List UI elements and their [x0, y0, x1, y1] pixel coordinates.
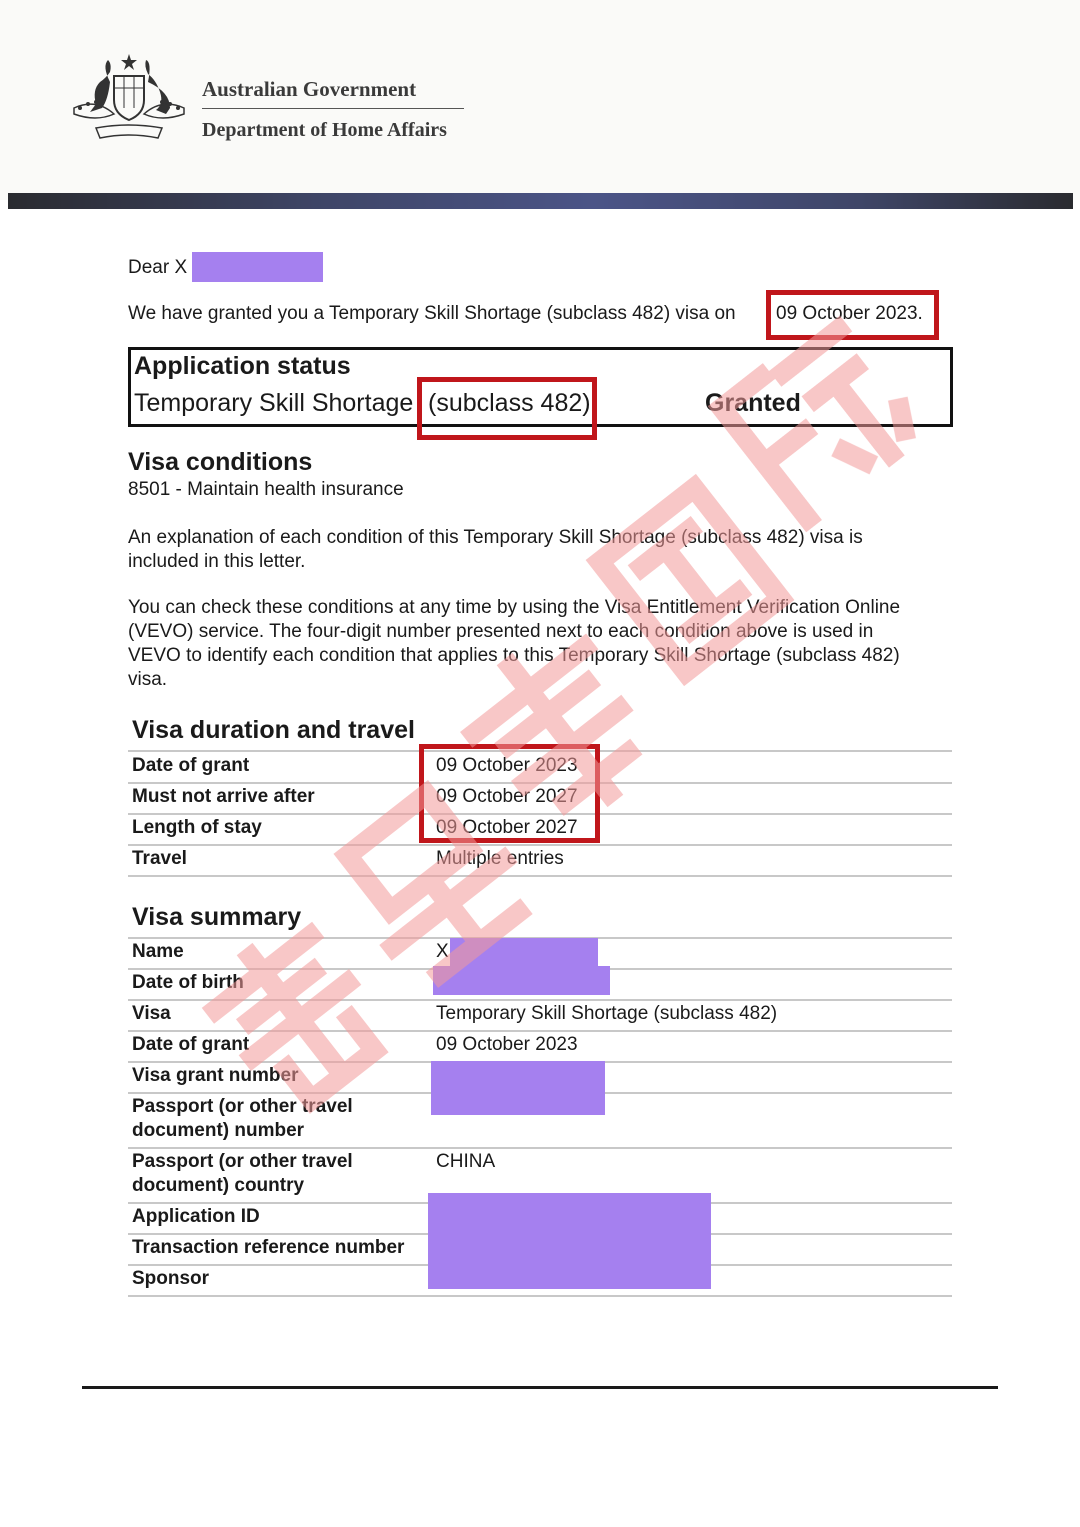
duration-row-label: Travel — [132, 848, 187, 869]
redaction-name — [192, 252, 323, 282]
table-divider — [128, 999, 952, 1001]
table-divider — [128, 1295, 952, 1297]
header-band — [8, 193, 1073, 209]
summary-row-label: Name — [132, 941, 184, 962]
duration-row-value: 09 October 2027 — [436, 817, 578, 838]
table-divider — [128, 1030, 952, 1032]
summary-row-label: document) country — [132, 1175, 305, 1196]
highlight-box-grant-date — [766, 290, 939, 340]
conditions-para2-line: (VEVO) service. The four-digit number presented next to each condition above is used in — [128, 621, 874, 642]
grant-statement: We have granted you a Temporary Skill Shortage (subclass 482) visa on — [128, 303, 736, 324]
redaction-application-sponsor — [428, 1193, 711, 1289]
summary-row-label: Visa — [132, 1003, 171, 1024]
summary-row-value: X — [436, 941, 449, 962]
visa-summary-heading: Visa summary — [132, 903, 302, 931]
status-visa-name: Temporary Skill Shortage — [134, 389, 414, 417]
duration-row-label: Length of stay — [132, 817, 262, 838]
duration-row-label: Date of grant — [132, 755, 250, 776]
duration-row-label: Must not arrive after — [132, 786, 315, 807]
highlight-box-subclass — [417, 377, 597, 440]
summary-row-label: Visa grant number — [132, 1065, 299, 1086]
summary-row-value: Temporary Skill Shortage (subclass 482) — [436, 1003, 778, 1024]
summary-row-label: Date of grant — [132, 1034, 250, 1055]
summary-row-label: document) number — [132, 1120, 305, 1141]
visa-duration-heading: Visa duration and travel — [132, 716, 415, 744]
conditions-para1-line: An explanation of each condition of this Temporary Skill Shortage (subclass 482) visa is — [128, 527, 863, 548]
footer-divider — [82, 1386, 998, 1389]
status-value: Granted — [705, 389, 801, 417]
department-name: Department of Home Affairs — [202, 119, 447, 141]
visa-conditions-heading: Visa conditions — [128, 448, 313, 476]
duration-row-value: 09 October 2023 — [436, 755, 578, 776]
duration-row-value: Multiple entries — [436, 848, 564, 869]
duration-row-value: 09 October 2027 — [436, 786, 578, 807]
conditions-para2-line: visa. — [128, 669, 168, 690]
conditions-para1-line: included in this letter. — [128, 551, 306, 572]
grant-date: 09 October 2023. — [776, 303, 923, 324]
condition-item: 8501 - Maintain health insurance — [128, 479, 404, 500]
summary-row-label: Passport (or other travel — [132, 1096, 353, 1117]
greeting: Dear X — [128, 257, 188, 278]
status-title: Application status — [134, 352, 351, 380]
conditions-para2-line: VEVO to identify each condition that applies to this Temporary Skill Shortage (subclass 482) — [128, 645, 900, 666]
table-divider — [128, 844, 952, 846]
status-visa-subclass: (subclass 482) — [428, 389, 591, 417]
summary-row-label: Sponsor — [132, 1268, 210, 1289]
conditions-para2-line: You can check these conditions at any time by using the Visa Entitlement Verification Online — [128, 597, 901, 618]
summary-row-value: 09 October 2023 — [436, 1034, 578, 1055]
summary-row-label: Date of birth — [132, 972, 244, 993]
redaction-grant-passport — [431, 1061, 605, 1115]
summary-row-label: Application ID — [132, 1206, 260, 1227]
summary-row-label: Passport (or other travel — [132, 1151, 353, 1172]
redaction-date-of-birth — [433, 966, 610, 995]
letterhead-divider — [202, 108, 464, 109]
summary-row-value: CHINA — [436, 1151, 496, 1172]
redaction-name — [450, 938, 598, 968]
coat-of-arms-icon — [66, 52, 192, 144]
table-divider — [128, 875, 952, 877]
summary-row-label: Transaction reference number — [132, 1237, 405, 1258]
table-divider — [128, 1147, 952, 1149]
highlight-box-dates — [419, 744, 600, 843]
org-name: Australian Government — [202, 77, 417, 101]
